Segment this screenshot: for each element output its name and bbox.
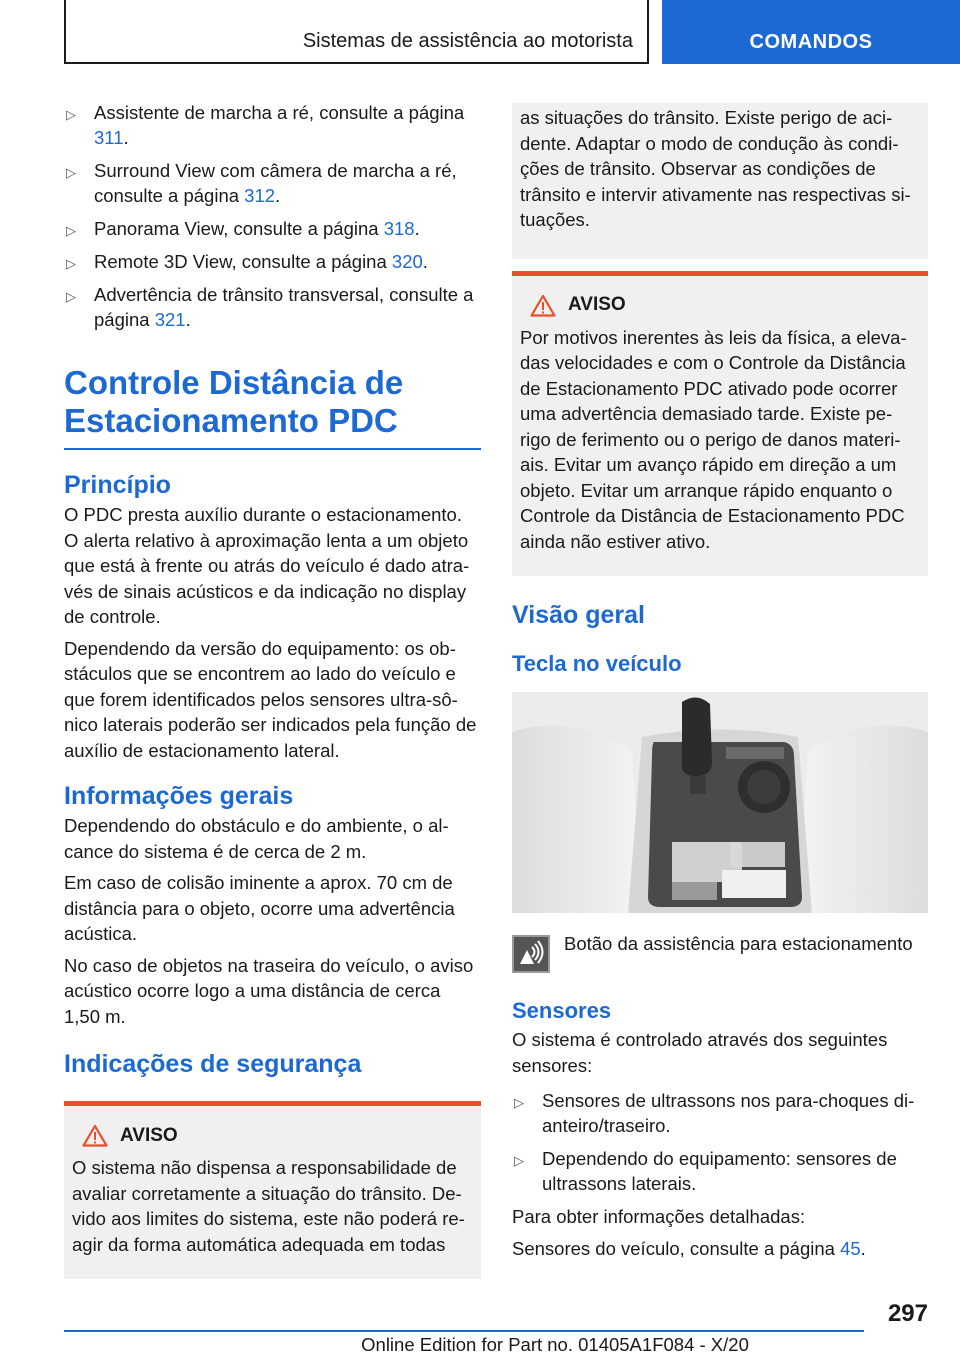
- warning-triangle-icon: [530, 294, 556, 317]
- sensors-intro: O sistema é controlado através dos seguintes sensores:: [512, 1029, 888, 1076]
- warning-label: AVISO: [120, 1124, 178, 1146]
- button-caption: Botão da assistência para estacionamento: [564, 933, 913, 954]
- triangle-bullet-icon: ▷: [514, 1095, 524, 1110]
- list-item: ▷ Dependendo do equipamento: sensores de ultrassons laterais.: [514, 1148, 897, 1194]
- list-item: ▷ Surround View com câmera de marcha a ré, consulte a página 312.: [66, 160, 457, 206]
- warning-text-2: Por motivos inerentes às leis da física, a eleva-das velocidades e com o Controle da Distância de Estacionamento PDC ativado pode ocorrer uma advertência demasiado tarde. Existe pe-rigo de ferimento ou o perigo de danos materi-ais. Evitar um avanço rápido em direção a um objeto. Evitar um arranque rápido enquanto o Controle da Distância de Estacionamento PDC ainda não estiver ativo.: [520, 326, 907, 552]
- center-console-photo: [512, 692, 928, 913]
- overview-heading: Visão geral: [512, 601, 645, 629]
- page-link[interactable]: 312: [244, 185, 276, 206]
- list-item: ▷ Remote 3D View, consulte a página 320.: [64, 249, 481, 274]
- warning-text: O sistema não dispensa a responsabilidade de avaliar corretamente a situação do trânsito. De-vido aos limites do sistema, este não poderá re-agir da forma automática adequada em todas: [72, 1157, 465, 1255]
- general-info-heading: Informações gerais: [64, 782, 294, 810]
- sensors-heading: Sensores: [512, 998, 612, 1023]
- principle-paragraph-2: Dependendo da versão do equipamento: os ob-stáculos que se encontrem ao lado do veículo e que forem identificados pelos sensores ultra-sô-nico laterais poderão ser indicados pela função de auxílio de estacionamento lateral.: [64, 637, 477, 761]
- warning-box-2: [512, 271, 928, 577]
- principle-paragraph-1: O PDC presta auxílio durante o estacionamento. O alerta relativo à aproximação lenta a um objeto que está à frente ou atrás do veículo é dado atra-vés de sinais acústicos e da indicação no display de controle.: [64, 504, 470, 627]
- page-link[interactable]: 45: [840, 1237, 861, 1259]
- header-section-title: Sistemas de assistência ao motorista: [302, 30, 633, 52]
- general-paragraph-2: Em caso de colisão iminente a aprox. 70 cm de distância para o objeto, ocorre uma advertência acústica.: [64, 872, 455, 944]
- warning-box-continued: [512, 103, 928, 259]
- console-illustration: [512, 692, 928, 913]
- parking-assist-button-row: [512, 931, 928, 973]
- header-tab-label: COMANDOS: [749, 31, 873, 53]
- more-info-text: Para obter informações detalhadas:: [512, 1206, 806, 1227]
- header-section-box: [64, 0, 649, 64]
- warning-text-continued: as situações do trânsito. Existe perigo de aci-dente. Adaptar o modo de condução às condi-ções de trânsito. Observar as condições de trânsito e intervir ativamente nas respectivas si-tuações.: [520, 107, 911, 230]
- sensor-list: [512, 1088, 928, 1196]
- parking-assist-button-icon: [512, 935, 550, 973]
- list-item: ▷ Sensores de ultrassons nos para-choques di-anteiro/traseiro.: [514, 1090, 915, 1136]
- triangle-bullet-icon: ▷: [66, 223, 76, 238]
- general-paragraph-3: No caso de objetos na traseira do veículo, o aviso acústico ocorre logo a uma distância de cerca 1,50 m.: [64, 954, 474, 1027]
- triangle-bullet-icon: ▷: [514, 1153, 524, 1168]
- vehicle-key-heading: Tecla no veículo: [512, 651, 682, 676]
- page-number: 297: [887, 1300, 928, 1327]
- edition-footer: Online Edition for Part no. 01405A1F084 - X/20: [361, 1334, 749, 1355]
- header-tab[interactable]: [662, 0, 960, 64]
- warning-label-2: AVISO: [568, 294, 626, 315]
- list-item: ▷ Advertência de trânsito transversal, consulte a página 321.: [66, 284, 474, 330]
- triangle-bullet-icon: ▷: [66, 256, 76, 271]
- triangle-bullet-icon: ▷: [66, 107, 76, 122]
- general-paragraph-1: Dependendo do obstáculo e do ambiente, o al-cance do sistema é de cerca de 2 m.: [64, 815, 449, 862]
- triangle-bullet-icon: ▷: [66, 165, 76, 180]
- triangle-bullet-icon: ▷: [66, 289, 76, 304]
- warning-title: [72, 1124, 473, 1147]
- page-link[interactable]: 320: [391, 251, 423, 272]
- safety-heading: Indicações de segurança: [64, 1050, 362, 1078]
- page-link[interactable]: 318: [383, 218, 415, 239]
- page-link[interactable]: 321: [154, 309, 186, 330]
- footer-divider: [64, 1330, 864, 1332]
- warning-triangle-icon: [82, 1124, 108, 1147]
- left-column: [64, 100, 481, 1279]
- warning-title-2: [520, 294, 920, 317]
- principle-heading: Princípio: [64, 471, 171, 499]
- warning-box: [64, 1101, 481, 1279]
- cross-reference-list: [64, 100, 481, 332]
- page-link[interactable]: 311: [94, 127, 124, 148]
- list-item: ▷ Assistente de marcha a ré, consulte a página 311.: [66, 102, 465, 148]
- chapter-title: Controle Distância de Estacionamento PDC: [64, 364, 481, 450]
- list-item: ▷ Panorama View, consulte a página 318.: [64, 216, 481, 241]
- see-also-text: Sensores do veículo, consulte a página 45.: [512, 1237, 866, 1259]
- right-column: [512, 103, 928, 1267]
